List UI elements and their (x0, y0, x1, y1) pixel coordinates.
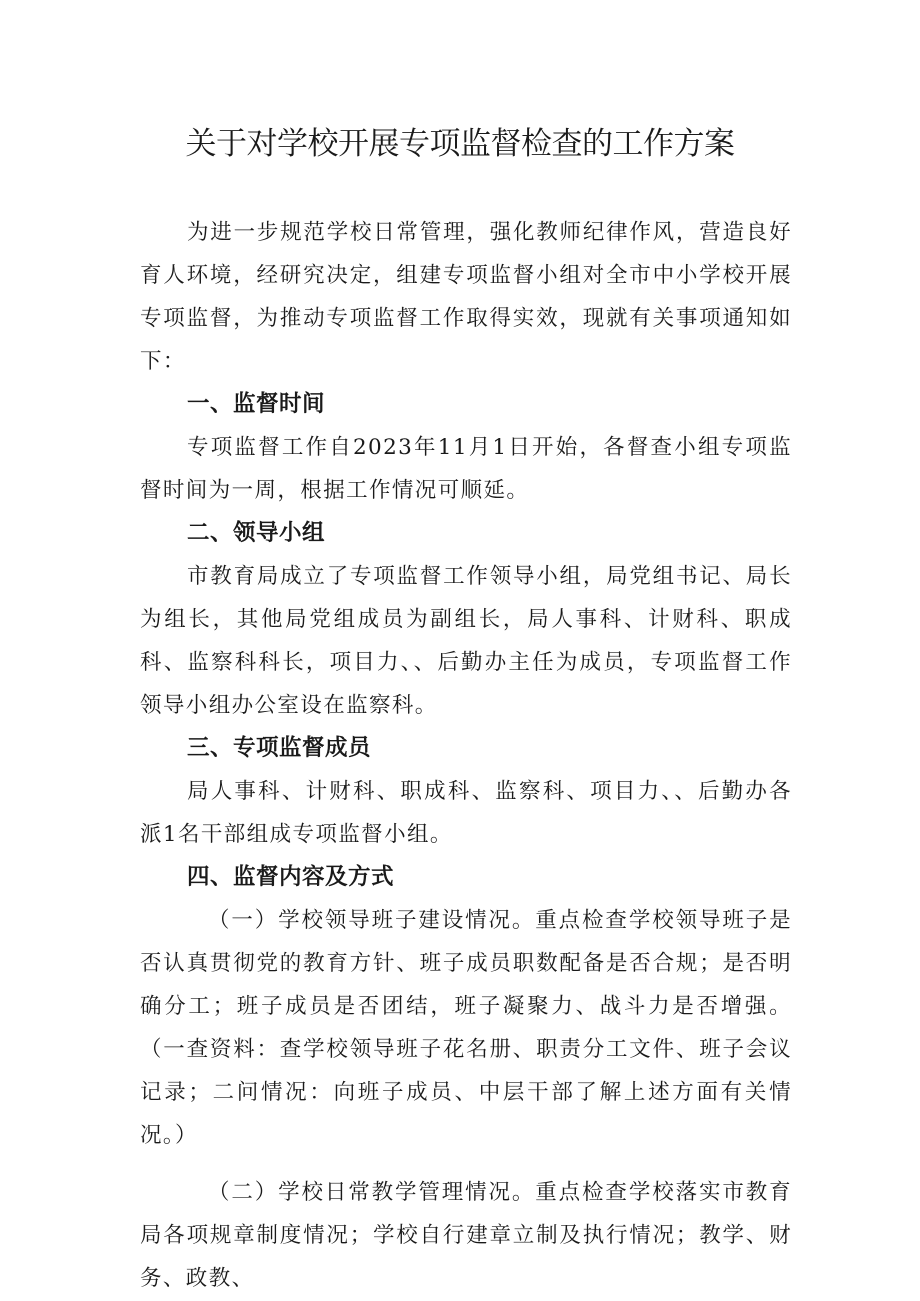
document-title: 关于对学校开展专项监督检查的工作方案 (185, 126, 735, 162)
section-heading-members: 三、专项监督成员 (187, 735, 372, 761)
section-heading-leadership: 二、领导小组 (187, 520, 326, 546)
document-body (140, 211, 792, 1300)
section-body-time: 专项监督工作自2023年11月1日开始，各督查小组专项监督时间为一周，根据工作情况可顺延。 (140, 435, 792, 503)
section-body-members: 局人事科、计财科、职成科、监察科、项目力、、后勤办各派1名干部组成专项监督小组。 (140, 779, 792, 847)
paragraph-gap (140, 1157, 792, 1171)
section-body-leadership: 市教育局成立了专项监督工作领导小组，局党组书记、局长为组长，其他局党组成员为副组长，局人事科、计财科、职成科、监察科科长，项目力、、后勤办主任为成员，专项监督工作领导小组办公室设在监察科。 (140, 564, 792, 718)
section-heading-time: 一、监督时间 (187, 391, 326, 417)
intro-paragraph: 为进一步规范学校日常管理，强化教师纪律作风，营造良好育人环境，经研究决定，组建专项监督小组对全市中小学校开展专项监督，为推动专项监督工作取得实效，现就有关事项通知如下： (140, 220, 792, 374)
section-body-content-2: （二）学校日常教学管理情况。重点检查学校落实市教育局各项规章制度情况；学校自行建章立制及执行情况；教学、财务、政教、 (140, 1180, 792, 1291)
section-heading-content: 四、监督内容及方式 (187, 864, 395, 890)
section-body-content-1: （一）学校领导班子建设情况。重点检查学校领导班子是否认真贯彻党的教育方针、班子成员职数配备是否合规；是否明确分工；班子成员是否团结，班子凝聚力、战斗力是否增强。（一查资料：查学校领导班子花名册、职责分工文件、班子会议记录；二问情况：向班子成员、中层干部了解上述方面有关情况。） (140, 908, 792, 1148)
